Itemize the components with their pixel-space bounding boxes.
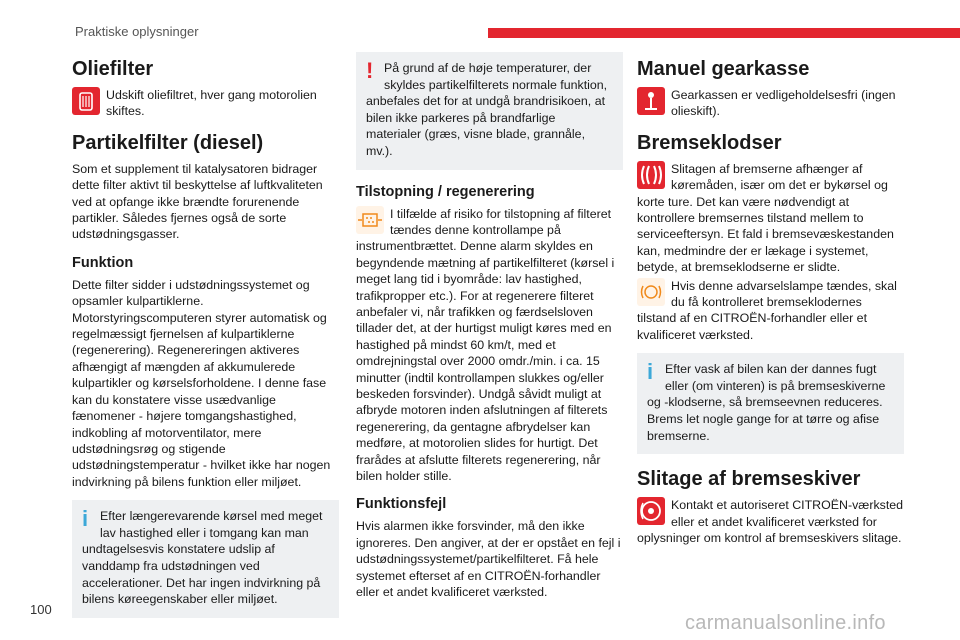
fault-text: Hvis alarmen ikke forsvinder, må den ikke ignoreres. Den angiver, at der er opstået en fejl i udstødningssystemet/partikelfilteret. Få hele systemet efterset af en CITROËN-forhandler eller et andet kvalificeret værksted. (356, 519, 621, 600)
particle-filter-title: Partikelfilter (diesel) (72, 131, 264, 154)
info-box-wash (637, 353, 904, 454)
brake-discs-block (637, 497, 904, 546)
particle-filter-text: Som et supplement til katalysatoren bidrager dette filter aktivt til beskyttelse af luftkvaliteten ved at opfange ikke brændte forurenende partikler. Således fjernes også de sorte udstødningsgasser. (72, 161, 323, 242)
oil-filter-text: Udskift oliefiltret, hver gang motorolien skiftes. (106, 88, 317, 119)
fault-title: Funktionsfejl (356, 496, 447, 513)
header-accent-bar (488, 28, 960, 38)
info-wash-text: Efter vask af bilen kan der dannes fugt eller (om vinteren) is på bremseskiverne og -klodserne, så bremseevnen reduceres. Brems let nogle gange for at tørre og afise bremserne. (647, 362, 886, 443)
oil-filter-title: Oliefilter (72, 58, 154, 80)
clogging-text: I tilfælde af risiko for tilstopning af filteret tændes denne kontrollampe på instrumentbrættet. Denne alarm skyldes en begyndende mætning af partikelfilteret (kørsel i meget lang tid i byområde: lav hastighed, trafikpropper etc.). For at regenerere filteret anbefaler vi, når trafikken og færdselsloven tillader det, at der hurtigst muligt køres med en hastighed på mindst 60 km/t, med et omdrejningstal over 2000 omdr./min. i ca. 15 minutter (indtil kontrollampen slukkes og/eller beskeden forsvinder). Undgå såvidt muligt at afbryde motoren inden afslutningen af filterets regenerering, da gentagne afbrydelser kan medføre, at motorolien slides for hurtigt. Det frarådes at afslutte filterets regenerering, når bilen holder stille. (356, 206, 615, 484)
brake-discs-title: Slitage af bremseskiver (637, 468, 861, 491)
info-idle-text: Efter længerevarende kørsel med meget lav hastighed eller i tomgang kan man undtagelsesvis konstatere udslip af vanddamp fra udstødningen ved accelerationer. Det har ingen indvirkning på bilens køreegenskaber eller miljøet. (82, 509, 323, 607)
page-number: 100 (30, 602, 52, 617)
brake-pads-block (637, 161, 904, 276)
gearbox-title: Manuel gearkasse (637, 58, 810, 80)
watermark: carmanualsonline.info (685, 612, 886, 634)
brake-lamp-text: Hvis denne advarselslampe tændes, skal du få kontrolleret bremseklodernes tilstand af en CITROËN-forhandler eller et kvalificeret værksted. (637, 278, 897, 342)
clogging-title: Tilstopning / regenerering (356, 183, 535, 200)
column-3 (637, 52, 904, 546)
warning-box-fire (356, 52, 623, 170)
brake-discs-text: Kontakt et autoriseret CITROËN-værksted eller et andet kvalificeret værksted for oplysninger om kontrol af bremseskivers slitage. (637, 498, 904, 546)
info-icon: i (647, 359, 654, 385)
warning-fire-text: På grund af de høje temperaturer, der skyldes partikelfilterets normale funktion, anbefales det for at undgå brandrisikoen, at bilen ikke parkeres på brandfarlige materialer (græs, visne blade, grannåle, mv.). (366, 61, 608, 158)
particle-filter-warning-icon (356, 206, 384, 234)
brake-warning-lamp-icon (637, 278, 665, 306)
brake-disc-icon (637, 497, 665, 525)
gearbox-block (637, 87, 904, 120)
info-icon: i (82, 506, 89, 532)
warning-icon: ! (366, 58, 374, 83)
clogging-block (356, 206, 623, 485)
column-2 (356, 52, 623, 601)
gear-shift-icon (637, 87, 665, 115)
section-header: Praktiske oplysninger (75, 24, 199, 39)
oil-filter-icon (72, 87, 100, 115)
brake-pads-title: Bremseklodser (637, 131, 782, 154)
column-1 (72, 52, 339, 628)
oil-filter-block (72, 87, 339, 120)
brake-pads-icon (637, 161, 665, 189)
brake-pads-text: Slitagen af bremserne afhænger af køremåden, især om det er bykørsel og korte ture. Det kan være nødvendigt at kontrollere bremsernes tilstand mellem to serviceeftersyn. Et fald i bremsevæskestanden kan, medmindre der er lækage i systemet, betyde, at bremseklodserne er slidte. (637, 161, 894, 275)
info-box-idle (72, 500, 339, 618)
funktion-text: Dette filter sidder i udstødningssystemet og opsamler kulpartiklerne. Motorstyringscomputeren styrer automatisk og regelmæssigt fjernelsen af kulpartiklerne (regenerering). Regenereringen aktiveres afhængigt af mængden af akkumulerede kulpartikler og kørselsforholdene. I denne fase kan du konstatere visse usædvanlige fænomener - højere tomgangshastighed, indkobling af motorventilator, mere udstødningsrøg og stigende udstødningstemperatur - hvilket ikke har nogen indvirkning på bilens funktion eller miljøet. (72, 277, 331, 489)
gearbox-text: Gearkassen er vedligeholdelsesfri (ingen olieskift). (671, 88, 896, 119)
brake-lamp-block (637, 278, 904, 344)
funktion-title: Funktion (72, 254, 134, 271)
